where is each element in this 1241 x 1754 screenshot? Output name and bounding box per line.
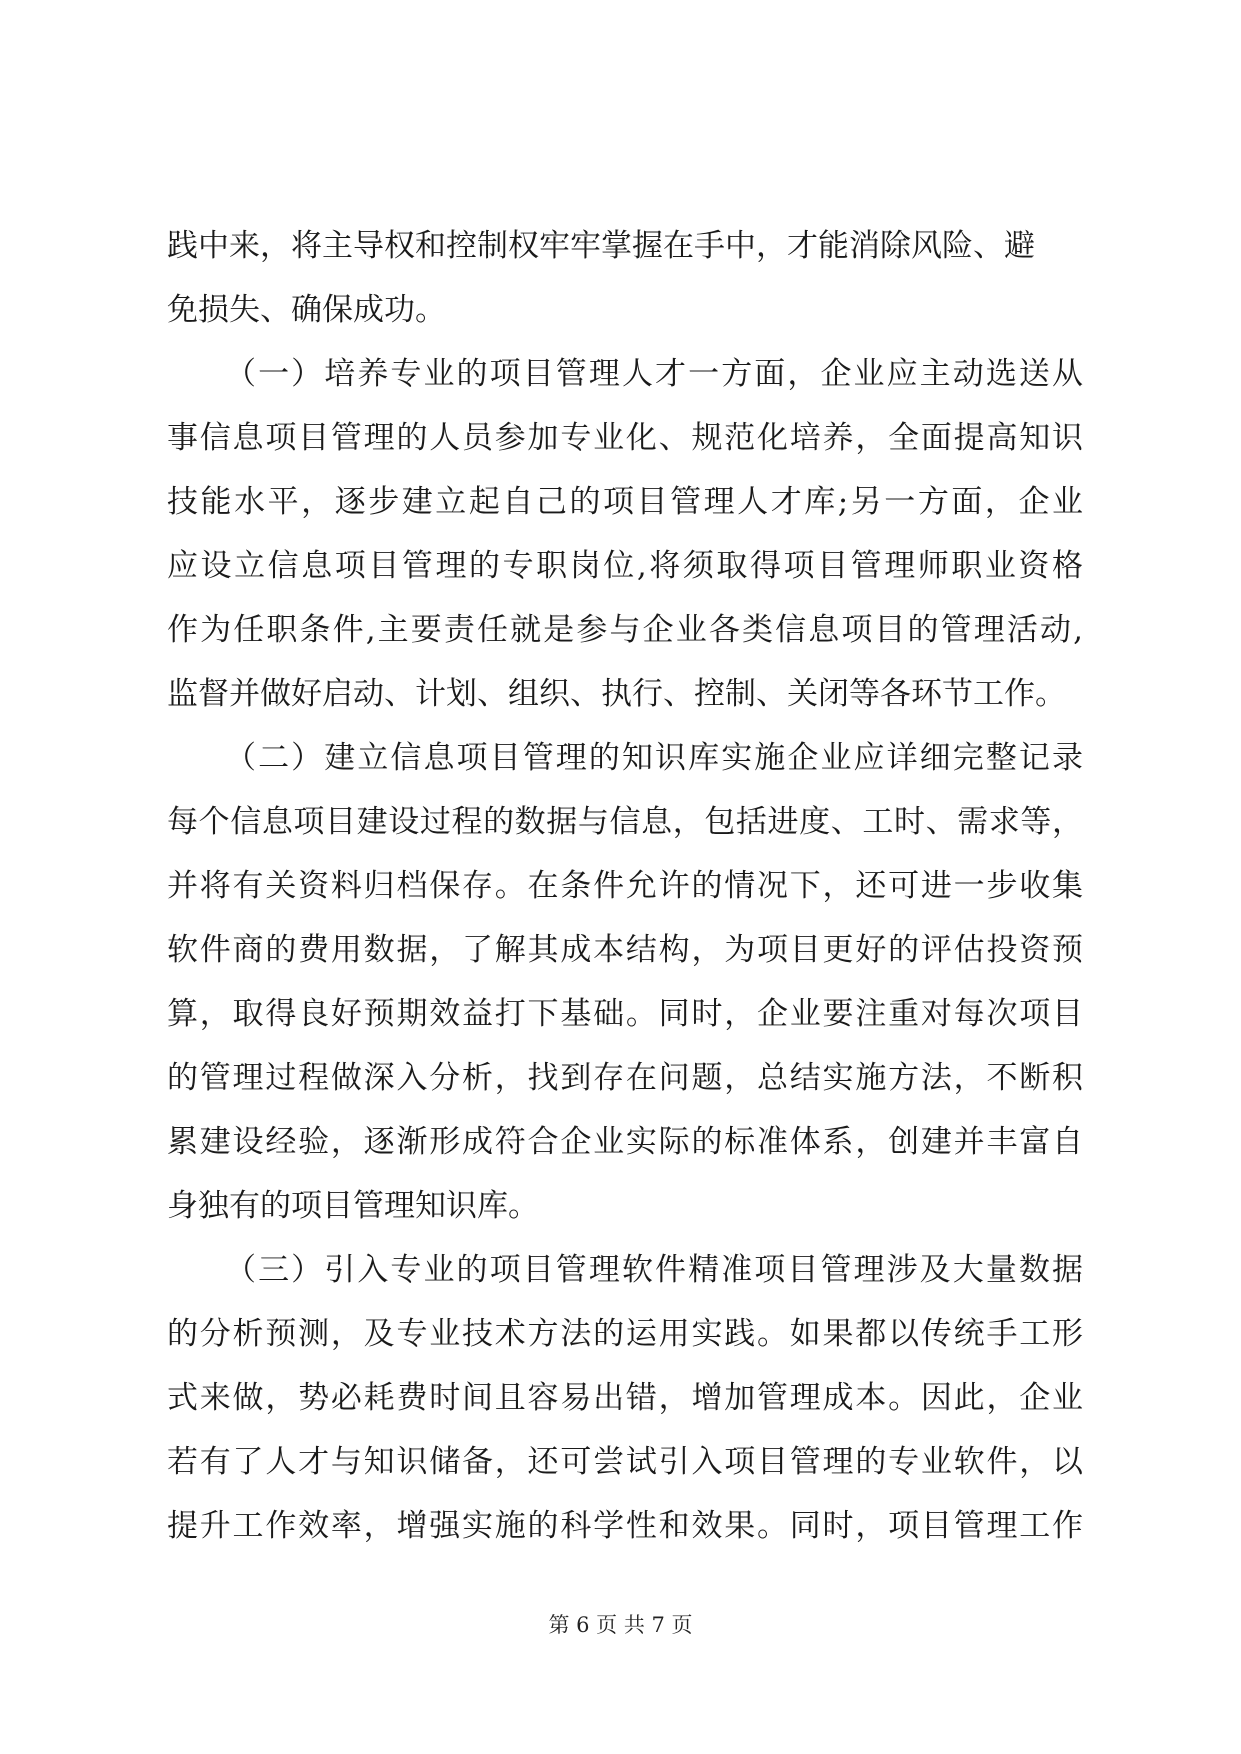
body-text-line: 的管理过程做深入分析，找到存在问题，总结实施方法，不断积: [167, 1060, 1083, 1096]
paragraph-start-line: （三）引入专业的项目管理软件精准项目管理涉及大量数据: [225, 1252, 1083, 1288]
page-number-footer: 第 6 页 共 7 页: [548, 1613, 693, 1637]
body-text-line: 监督并做好启动、计划、组织、执行、控制、关闭等各环节工作。: [167, 676, 1066, 712]
body-text-line: 提升工作效率，增强实施的科学性和效果。同时，项目管理工作: [167, 1508, 1083, 1544]
body-text-line: 的分析预测，及专业技术方法的运用实践。如果都以传统手工形: [167, 1316, 1083, 1352]
body-text-line: 并将有关资料归档保存。在条件允许的情况下，还可进一步收集: [167, 868, 1083, 904]
body-text-line: 软件商的费用数据，了解其成本结构，为项目更好的评估投资预: [167, 932, 1083, 968]
paragraph-start-line: （一）培养专业的项目管理人才一方面，企业应主动选送从: [225, 356, 1083, 392]
body-text-line: 式来做，势必耗费时间且容易出错，增加管理成本。因此，企业: [167, 1380, 1083, 1416]
body-text-line: 技能水平，逐步建立起自己的项目管理人才库;另一方面，企业: [167, 484, 1083, 520]
body-text-line: 算，取得良好预期效益打下基础。同时，企业要注重对每次项目: [167, 996, 1083, 1032]
body-text-line: 践中来，将主导权和控制权牢牢掌握在手中，才能消除风险、避: [167, 228, 1035, 264]
body-text-line: 事信息项目管理的人员参加专业化、规范化培养，全面提高知识: [167, 420, 1083, 456]
paragraph-start-line: （二）建立信息项目管理的知识库实施企业应详细完整记录: [225, 740, 1083, 776]
body-text-line: 作为任职条件,主要责任就是参与企业各类信息项目的管理活动,: [167, 612, 1083, 648]
body-text-line: 每个信息项目建设过程的数据与信息，包括进度、工时、需求等，: [167, 804, 1083, 840]
body-text-line: 身独有的项目管理知识库。: [167, 1188, 539, 1224]
body-text-line: 累建设经验，逐渐形成符合企业实际的标准体系，创建并丰富自: [167, 1124, 1083, 1160]
body-text-line: 若有了人才与知识储备，还可尝试引入项目管理的专业软件，以: [167, 1444, 1083, 1480]
body-text-line: 应设立信息项目管理的专职岗位,将须取得项目管理师职业资格: [167, 548, 1083, 584]
body-text-line: 免损失、确保成功。: [167, 292, 446, 328]
